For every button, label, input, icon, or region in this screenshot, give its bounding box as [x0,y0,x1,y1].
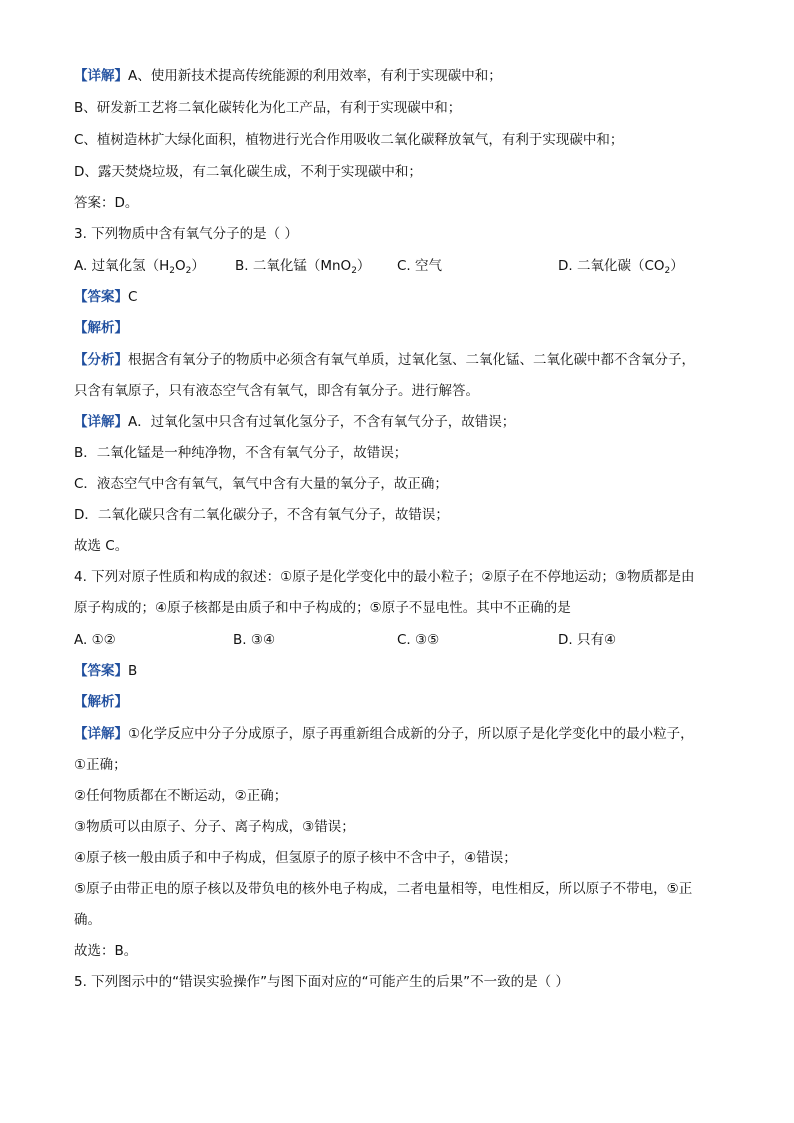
q4-option-b: B. ③④ [233,632,276,648]
analysis-sub-tag: 【分析】 [74,352,128,368]
q2-answer: 答案：D。 [74,195,139,211]
q2-detail-c: C、植树造林扩大绿化面积，植物进行光合作用吸收二氧化碳释放氧气，有利于实现碳中和； [74,132,624,148]
q4-detail-2: ①正确； [74,757,127,773]
q3-detail-c: C．液态空气中含有氧气，氧气中含有大量的氧分子，故正确； [74,476,448,492]
q3-option-c: C. 空气 [397,258,443,274]
q5-stem: 5. 下列图示中的“错误实验操作”与图下面对应的“可能产生的后果”不一致的是（ ） [74,974,569,990]
q4-detail-1: 【详解】①化学反应中分子分成原子，原子再重新组合成新的分子，所以原子是化学变化中的最小粒子， [74,726,694,742]
q4-stem-1: 4. 下列对原子性质和构成的叙述：①原子是化学变化中的最小粒子；②原子在不停地运动；③物质都是由 [74,569,695,585]
q2-detail-b: B、研发新工艺将二氧化碳转化为化工产品，有利于实现碳中和； [74,100,462,116]
q3-detail-d: D．二氧化碳只含有二氧化碳分子，不含有氧气分子，故错误； [74,507,449,523]
q2-detail-d: D、露天焚烧垃圾，有二氧化碳生成，不利于实现碳中和； [74,164,422,180]
detail-tag: 【详解】 [74,414,128,430]
q4-option-a: A. ①② [74,632,116,648]
q3-answer: 【答案】C [74,289,138,305]
q4-detail-5: ④原子核一般由质子和中子构成，但氢原子的原子核中不含中子，④错误； [74,850,517,866]
q3-analysis-tag: 【解析】 [74,320,128,336]
detail-tag: 【详解】 [74,68,128,84]
q4-option-d: D. 只有④ [558,632,617,648]
answer-tag: 【答案】 [74,289,128,305]
q4-option-c: C. ③⑤ [397,632,440,648]
q3-analysis-1: 【分析】根据含有氧分子的物质中必须含有氧气单质，过氧化氢、二氧化锰、二氧化碳中都不含氧分子， [74,352,695,368]
q3-conclusion: 故选 C。 [74,538,129,554]
q3-option-a: A. 过氧化氢$(H_2O_2)$ [74,258,205,276]
q3-option-b: B. 二氧化锰（MnO$_2$） [235,258,371,276]
q3-option-d: D. 二氧化碳$(CO_2)$ [558,258,684,276]
q3-detail-a: 【详解】A．过氧化氢中只含有过氧化氢分子，不含有氧气分子，故错误； [74,414,516,430]
q4-answer: 【答案】B [74,663,138,679]
detail-tag: 【详解】 [74,726,128,742]
q4-analysis-tag: 【解析】 [74,694,128,710]
answer-tag: 【答案】 [74,663,128,679]
q4-detail-4: ③物质可以由原子、分子、离子构成，③错误； [74,819,355,835]
q4-detail-7: 确。 [74,912,101,928]
q2-detail-a: 【详解】A、使用新技术提高传统能源的利用效率，有利于实现碳中和； [74,68,502,84]
q4-detail-6: ⑤原子由带正电的原子核以及带负电的核外电子构成，二者电量相等，电性相反，所以原子不带电，⑤正 [74,881,693,897]
q4-stem-2: 原子构成的；④原子核都是由质子和中子构成的；⑤原子不显电性。其中不正确的是 [74,600,571,616]
q4-conclusion: 故选：B。 [74,943,138,959]
q3-detail-b: B．二氧化锰是一种纯净物，不含有氧气分子，故错误； [74,445,408,461]
q3-analysis-2: 只含有氧原子，只有液态空气含有氧气，即含有氧分子。进行解答。 [74,383,479,399]
q3-stem: 3. 下列物质中含有氧气分子的是（ ） [74,226,298,242]
q4-detail-3: ②任何物质都在不断运动，②正确； [74,788,288,804]
